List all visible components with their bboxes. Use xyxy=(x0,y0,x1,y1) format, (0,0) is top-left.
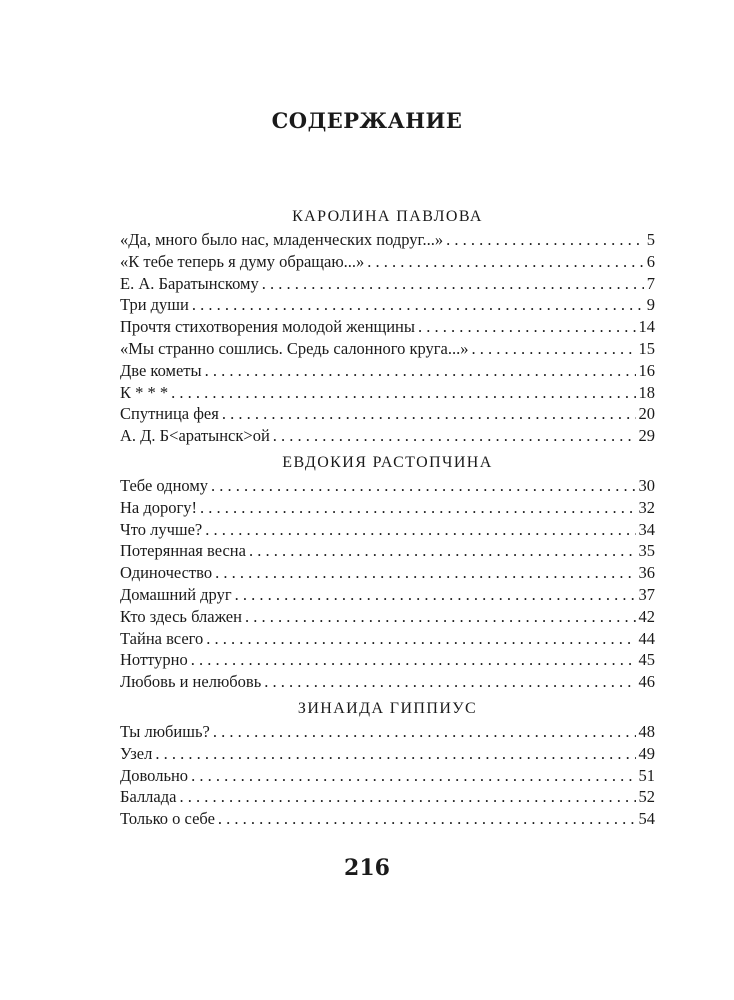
toc-entry xyxy=(120,808,655,830)
entry-title: Только о себе xyxy=(120,809,215,829)
toc-entry xyxy=(120,316,655,338)
section-heading: КАРОЛИНА ПАВЛОВА xyxy=(292,208,483,225)
page-number: 216 xyxy=(344,855,390,881)
entry-title: Три души xyxy=(120,295,189,315)
entry-page-number: 36 xyxy=(638,563,655,583)
entry-page-number: 32 xyxy=(638,497,655,517)
entry-page-number: 15 xyxy=(638,338,655,358)
entry-page-number: 37 xyxy=(638,584,655,604)
dot-leader xyxy=(155,743,635,765)
dot-leader xyxy=(213,721,636,743)
dot-leader xyxy=(205,519,635,541)
toc-entry xyxy=(120,606,655,628)
dot-leader xyxy=(222,403,636,425)
entry-title: Что лучше? xyxy=(120,519,203,539)
entry-title: Ноттурно xyxy=(120,650,188,670)
toc-entry xyxy=(120,497,655,519)
dot-leader xyxy=(235,584,636,606)
entry-title: Любовь и нелюбовь xyxy=(120,672,262,692)
dot-leader xyxy=(191,765,635,787)
entry-page-number: 45 xyxy=(638,650,655,670)
toc-entry xyxy=(120,540,655,562)
toc-entry xyxy=(120,425,655,447)
entry-page-number: 49 xyxy=(638,743,655,763)
toc-entry xyxy=(120,338,655,360)
entry-page-number: 20 xyxy=(638,404,655,424)
dot-leader xyxy=(206,628,635,650)
dot-leader xyxy=(262,273,644,295)
toc-entry xyxy=(120,519,655,541)
entry-page-number: 48 xyxy=(638,721,655,741)
entry-page-number: 54 xyxy=(638,809,655,829)
dot-leader xyxy=(205,360,636,382)
entry-title: Две кометы xyxy=(120,360,202,380)
entry-page-number: 16 xyxy=(638,360,655,380)
entry-title: А. Д. Б<аратынск>ой xyxy=(120,426,270,446)
entry-page-number: 30 xyxy=(638,475,655,495)
dot-leader xyxy=(192,294,644,316)
toc-section-pavlova xyxy=(120,205,655,447)
dot-leader xyxy=(446,229,644,251)
dot-leader xyxy=(264,671,635,693)
entry-page-number: 42 xyxy=(638,606,655,626)
toc-entry xyxy=(120,628,655,650)
entry-title: Домашний друг xyxy=(120,584,232,604)
table-of-contents xyxy=(120,205,655,830)
toc-entry xyxy=(120,786,655,808)
entry-page-number: 5 xyxy=(646,230,655,249)
entry-page-number: 46 xyxy=(638,672,655,692)
dot-leader xyxy=(179,786,635,808)
entry-title: Е. А. Баратынскому xyxy=(120,273,259,293)
dot-leader xyxy=(191,649,636,671)
entry-page-number: 6 xyxy=(646,251,655,271)
toc-section-rastopchina xyxy=(120,451,655,693)
entry-page-number: 35 xyxy=(638,541,655,561)
dot-leader xyxy=(200,497,635,519)
toc-entry xyxy=(120,765,655,787)
toc-entry xyxy=(120,649,655,671)
dot-leader xyxy=(249,540,636,562)
toc-entry xyxy=(120,721,655,743)
toc-entry xyxy=(120,743,655,765)
entry-title: Одиночество xyxy=(120,563,213,583)
dot-leader xyxy=(215,562,635,584)
entry-title: «К тебе теперь я думу обращаю...» xyxy=(120,251,365,271)
toc-section-gippius xyxy=(120,697,655,830)
entry-title: Прочтя стихотворения молодой женщины xyxy=(120,317,415,337)
entry-page-number: 14 xyxy=(638,317,655,337)
section-heading: ЕВДОКИЯ РАСТОПЧИНА xyxy=(282,453,493,471)
dot-leader xyxy=(367,251,643,273)
entry-title: К * * * xyxy=(120,382,169,402)
page-title: СОДЕРЖАНИЕ xyxy=(271,108,463,133)
entry-title: Тайна всего xyxy=(120,628,204,648)
toc-entry xyxy=(120,671,655,693)
entry-title: Тебе одному xyxy=(120,475,209,495)
toc-entry xyxy=(120,475,655,497)
entry-page-number: 51 xyxy=(638,765,655,785)
dot-leader xyxy=(171,382,635,404)
dot-leader xyxy=(245,606,636,628)
dot-leader xyxy=(273,425,636,447)
toc-entry xyxy=(120,562,655,584)
entry-title: Баллада xyxy=(120,787,177,807)
dot-leader xyxy=(418,316,636,338)
entry-title: Потерянная весна xyxy=(120,541,246,561)
toc-entry xyxy=(120,273,655,295)
toc-entry xyxy=(120,360,655,382)
entry-page-number: 7 xyxy=(646,273,655,293)
toc-entry xyxy=(120,229,655,251)
toc-entry xyxy=(120,382,655,404)
entry-title: Довольно xyxy=(120,765,189,785)
toc-entry xyxy=(120,251,655,273)
entry-title: Узел xyxy=(120,743,153,763)
entry-page-number: 44 xyxy=(638,628,655,648)
entry-title: «Мы странно сошлись. Средь салонного круга...» xyxy=(120,338,469,358)
dot-leader xyxy=(218,808,636,830)
entry-page-number: 9 xyxy=(646,295,655,315)
toc-entry xyxy=(120,584,655,606)
entry-page-number: 18 xyxy=(638,382,655,402)
entry-page-number: 34 xyxy=(638,519,655,539)
entry-title: Кто здесь блажен xyxy=(120,606,242,626)
entry-page-number: 29 xyxy=(638,426,655,446)
entry-title: Ты любишь? xyxy=(120,721,210,741)
entry-title: Спутница фея xyxy=(120,404,219,424)
entry-page-number: 52 xyxy=(638,787,655,807)
dot-leader xyxy=(471,338,635,360)
section-heading: ЗИНАИДА ГИППИУС xyxy=(297,699,478,717)
toc-entry xyxy=(120,403,655,425)
toc-entry xyxy=(120,294,655,316)
entry-title: «Да, много было нас, младенческих подруг...» xyxy=(120,230,444,249)
entry-title: На дорогу! xyxy=(120,497,198,517)
dot-leader xyxy=(211,475,635,497)
